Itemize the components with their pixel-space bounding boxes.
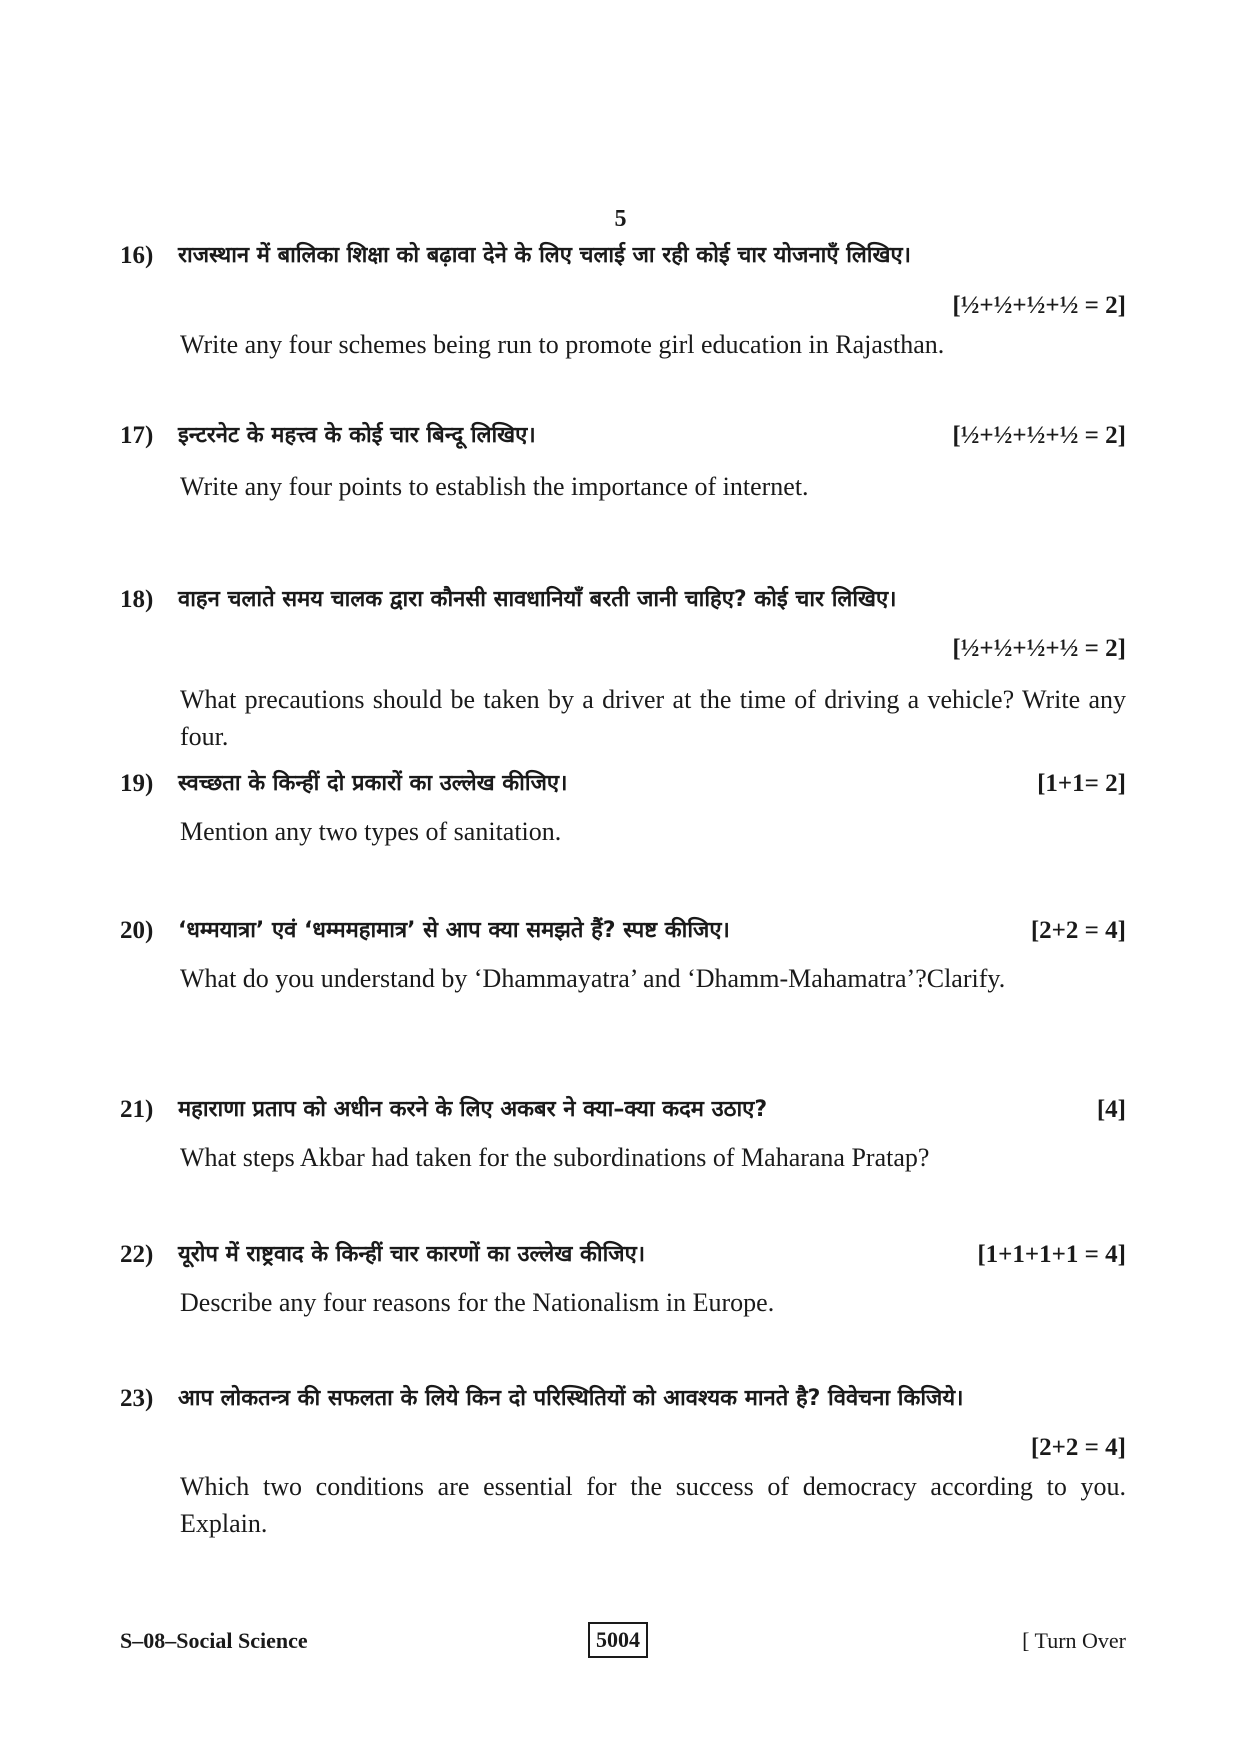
question-number: 23): [120, 1385, 154, 1412]
question-english-text: Describe any four reasons for the Nationalism in Europe.: [180, 1288, 775, 1317]
question-number: 18): [120, 586, 154, 613]
page-number: 5: [614, 206, 627, 232]
question-marks: [½+½+½+½ = 2]: [952, 422, 1126, 449]
question-hindi-text: इन्टरनेट के महत्त्व के कोई चार बिन्दू लिखिए।: [178, 423, 536, 448]
question-marks: [4]: [1096, 1096, 1126, 1123]
question-marks: [1+1= 2]: [1037, 770, 1126, 797]
question-number: 22): [120, 1241, 154, 1268]
page-footer: [120, 1622, 1126, 1662]
question-marks: [½+½+½+½ = 2]: [952, 292, 1126, 319]
question-23: [120, 1379, 1126, 1542]
question-english-text: What do you understand by ‘Dhammayatra’ and ‘Dhamm-Mahamatra’?Clarify.: [180, 964, 1006, 993]
question-21: [120, 1090, 1126, 1176]
question-english-text: Which two conditions are essential for the success of democracy according to you. Explain.: [180, 1472, 1126, 1538]
footer-turn-over: [ Turn Over: [1022, 1628, 1126, 1653]
footer-subject: S–08–Social Science: [120, 1628, 308, 1653]
question-english-text: Write any four schemes being run to promote girl education in Rajasthan.: [180, 330, 945, 359]
question-hindi-text: यूरोप में राष्ट्रवाद के किन्हीं चार कारणों का उल्लेख कीजिए।: [178, 1242, 646, 1267]
question-english-text: Mention any two types of sanitation.: [180, 817, 562, 846]
question-number: 21): [120, 1096, 154, 1123]
question-number: 16): [120, 242, 154, 269]
question-hindi-text: राजस्थान में बालिका शिक्षा को बढ़ावा देने के लिए चलाई जा रही कोई चार योजनाएँ लिखिए।: [178, 243, 912, 268]
question-hindi-text: वाहन चलाते समय चालक द्वारा कौनसी सावधानियाँ बरती जानी चाहिए? कोई चार लिखिए।: [178, 587, 897, 612]
question-english-text: What precautions should be taken by a driver at the time of driving a vehicle? Write any four.: [180, 685, 1126, 751]
question-number: 17): [120, 422, 154, 449]
question-17: [120, 416, 1126, 505]
question-hindi-text: महाराणा प्रताप को अधीन करने के लिए अकबर ने क्या–क्या कदम उठाए?: [178, 1097, 768, 1122]
question-marks: [2+2 = 4]: [1030, 1434, 1126, 1461]
question-16: [120, 236, 1126, 363]
question-marks: [2+2 = 4]: [1030, 917, 1126, 944]
question-hindi-text: स्वच्छता के किन्हीं दो प्रकारों का उल्लेख कीजिए।: [178, 771, 568, 796]
question-hindi-text: आप लोकतन्त्र की सफलता के लिये किन दो परिस्थितियों को आवश्यक मानते है? विवेचना किजिये।: [178, 1386, 964, 1411]
question-english-text: What steps Akbar had taken for the subordinations of Maharana Pratap?: [180, 1143, 930, 1172]
question-marks: [½+½+½+½ = 2]: [952, 635, 1126, 662]
question-20: [120, 911, 1126, 997]
question-22: [120, 1235, 1126, 1321]
question-number: 20): [120, 917, 154, 944]
question-number: 19): [120, 770, 154, 797]
question-hindi-text: ‘धम्मयात्रा’ एवं ‘धम्ममहामात्र’ से आप क्या समझते हैं? स्पष्ट कीजिए।: [178, 918, 730, 943]
question-marks: [1+1+1+1 = 4]: [977, 1241, 1126, 1268]
question-19: [120, 764, 1126, 850]
footer-paper-code: 5004: [588, 1622, 648, 1658]
question-english-text: Write any four points to establish the importance of internet.: [180, 472, 809, 501]
question-18: [120, 580, 1126, 755]
